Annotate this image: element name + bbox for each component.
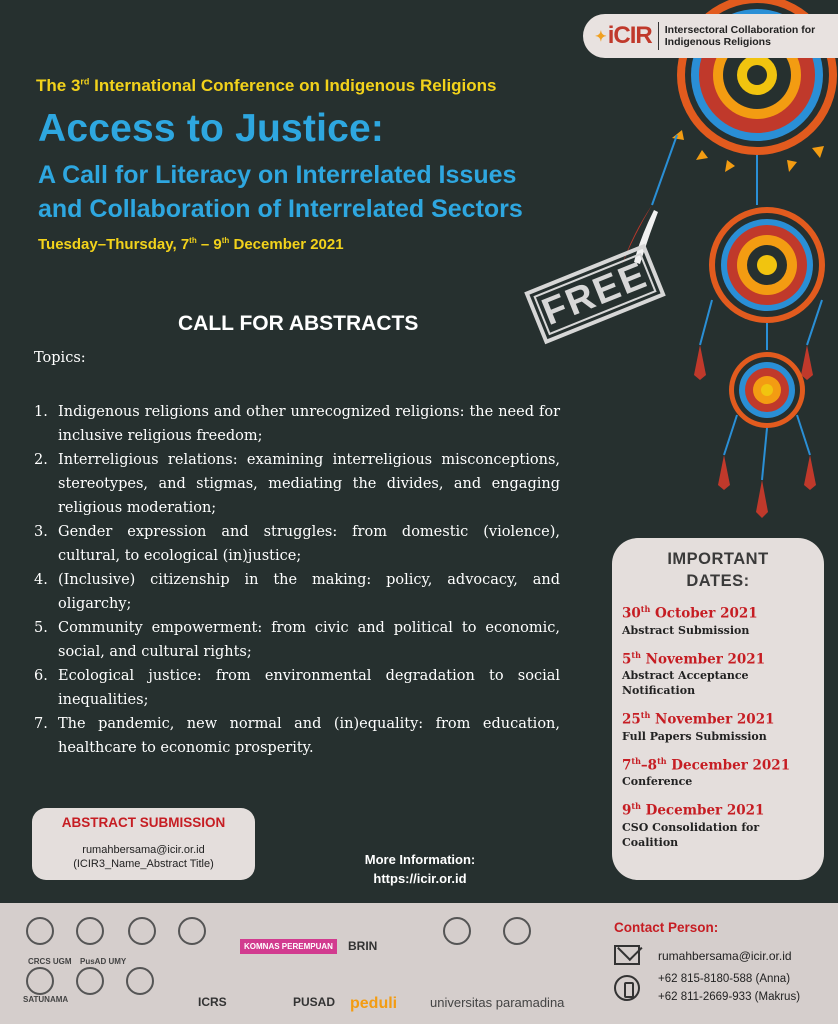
topic-number: 4. xyxy=(34,572,48,588)
date-value: 30th October 2021 xyxy=(622,604,758,622)
logo-tagline xyxy=(665,24,816,48)
date-label: Conference xyxy=(622,775,693,788)
dreamcatcher-medium xyxy=(709,207,825,323)
topic-item xyxy=(34,520,560,568)
important-dates-panel xyxy=(612,538,824,880)
dates-title-line2: DATES: xyxy=(686,572,750,590)
partner-emblem-icon xyxy=(26,917,54,945)
conference-name: The 3rd International Conference on Indigenous Religions xyxy=(36,76,497,95)
date-label: Abstract Submission xyxy=(622,623,750,637)
partner-logo: peduli xyxy=(350,995,398,1012)
date-label: CSO Consolidation for Coalition xyxy=(622,820,760,849)
date-item xyxy=(622,600,814,638)
date-value: 25th November 2021 xyxy=(622,710,775,728)
more-info-link[interactable]: https://icir.or.id xyxy=(373,871,467,886)
topic-number: 6. xyxy=(34,668,48,684)
date-item xyxy=(622,797,814,850)
topic-number: 2. xyxy=(34,452,48,468)
contact-email[interactable]: rumahbersama@icir.or.id xyxy=(658,949,792,963)
partner-emblem-icon xyxy=(126,967,154,995)
date-item xyxy=(622,706,814,744)
partner-emblem-icon xyxy=(76,967,104,995)
topic-number: 7. xyxy=(34,716,48,732)
dreamcatcher-small xyxy=(729,352,805,428)
topic-text: Gender expression and struggles: from domestic (violence), cultural, to ecological (in)justice; xyxy=(58,524,560,564)
more-information xyxy=(350,850,490,888)
conference-dates: Tuesday–Thursday, 7th – 9th December 2021 xyxy=(38,236,344,253)
partner-emblem-icon xyxy=(76,917,104,945)
free-stamp: FREE xyxy=(524,244,666,345)
topic-text: Indigenous religions and other unrecognized religions: the need for inclusive religious freedom; xyxy=(58,404,560,444)
subtitle-line1: A Call for Literacy on Interrelated Issues xyxy=(38,161,517,189)
contact-phone-anna[interactable]: +62 815-8180-588 (Anna) xyxy=(658,973,791,985)
call-for-abstracts-heading: CALL FOR ABSTRACTS xyxy=(178,312,419,335)
more-info-label: More Information: xyxy=(364,852,476,867)
main-title: Access to Justice: xyxy=(38,107,385,150)
subtitle xyxy=(38,158,638,226)
topic-item xyxy=(34,448,560,520)
topic-item xyxy=(34,568,560,616)
date-label: Abstract Acceptance Notification xyxy=(622,669,749,697)
date-value: 9th December 2021 xyxy=(622,801,765,819)
partner-logos xyxy=(18,917,598,1017)
abstract-submission-box xyxy=(32,808,255,880)
abstract-submission-title: ABSTRACT SUBMISSION xyxy=(61,815,226,830)
topics-list xyxy=(34,400,560,760)
important-dates-title xyxy=(622,548,814,592)
icir-logo xyxy=(583,14,838,58)
date-label: Full Papers Submission xyxy=(622,729,767,743)
abstract-title-format: (ICIR3_Name_Abstract Title) xyxy=(73,858,214,870)
partner-logo: PusAD UMY xyxy=(80,957,127,966)
date-item xyxy=(622,752,814,790)
topic-item xyxy=(34,664,560,712)
phone-icon xyxy=(614,975,640,1001)
topic-item xyxy=(34,712,560,760)
date-item xyxy=(622,646,814,699)
topic-number: 3. xyxy=(34,524,48,540)
partner-logo: SATUNAMA xyxy=(23,995,69,1004)
footer xyxy=(0,903,838,1024)
partner-emblem-icon xyxy=(128,917,156,945)
topic-text: Interreligious relations: examining interreligious misconceptions, stereotypes, and stigmas, mediating the divides, and engaging religious moderation; xyxy=(58,452,560,516)
dates-list xyxy=(622,600,814,850)
subtitle-line2: and Collaboration of Interrelated Sectors xyxy=(38,195,523,223)
bird-icon: ✦ xyxy=(595,27,606,44)
envelope-icon xyxy=(614,945,640,965)
abstract-submission-email[interactable]: rumahbersama@icir.or.id xyxy=(82,844,205,856)
date-value: 7th–8th December 2021 xyxy=(622,755,791,773)
partner-emblem-icon xyxy=(178,917,206,945)
partner-logo: KOMNAS PEREMPUAN xyxy=(240,939,337,954)
icir-logo-mark xyxy=(595,22,652,50)
topic-item xyxy=(34,616,560,664)
topic-item xyxy=(34,400,560,448)
partner-emblem-icon xyxy=(443,917,471,945)
logo-tagline-line1: Intersectoral Collaboration for xyxy=(664,24,816,36)
topic-number: 1. xyxy=(34,404,48,420)
topics-label: Topics: xyxy=(34,350,86,366)
date-value: 5th November 2021 xyxy=(622,649,766,667)
contact-person-title: Contact Person: xyxy=(614,920,719,935)
partner-logo: ICRS xyxy=(198,995,227,1009)
partner-emblem-icon xyxy=(503,917,531,945)
partner-logo: PUSAD xyxy=(293,995,336,1009)
topic-text: The pandemic, new normal and (in)equality: from education, healthcare to economic prosperity. xyxy=(58,716,560,756)
partner-logo: BRIN xyxy=(348,939,378,953)
partner-logo: universitas paramadina xyxy=(430,995,565,1010)
topic-text: (Inclusive) citizenship in the making: policy, advocacy, and oligarchy; xyxy=(58,572,560,612)
logo-divider xyxy=(658,22,659,50)
logo-mark-text: iCIR xyxy=(607,22,652,49)
dates-title-line1: IMPORTANT xyxy=(667,550,769,568)
topic-text: Community empowerment: from civic and political to economic, social, and cultural rights; xyxy=(58,620,560,660)
topic-text: Ecological justice: from environmental degradation to social inequalities; xyxy=(58,668,560,708)
partner-logo: CRCS UGM xyxy=(28,957,72,966)
logo-tagline-line2: Indigenous Religions xyxy=(664,36,771,48)
topic-number: 5. xyxy=(34,620,48,636)
partner-emblem-icon xyxy=(26,967,54,995)
contact-phone-makrus[interactable]: +62 811-2669-933 (Makrus) xyxy=(658,991,801,1003)
